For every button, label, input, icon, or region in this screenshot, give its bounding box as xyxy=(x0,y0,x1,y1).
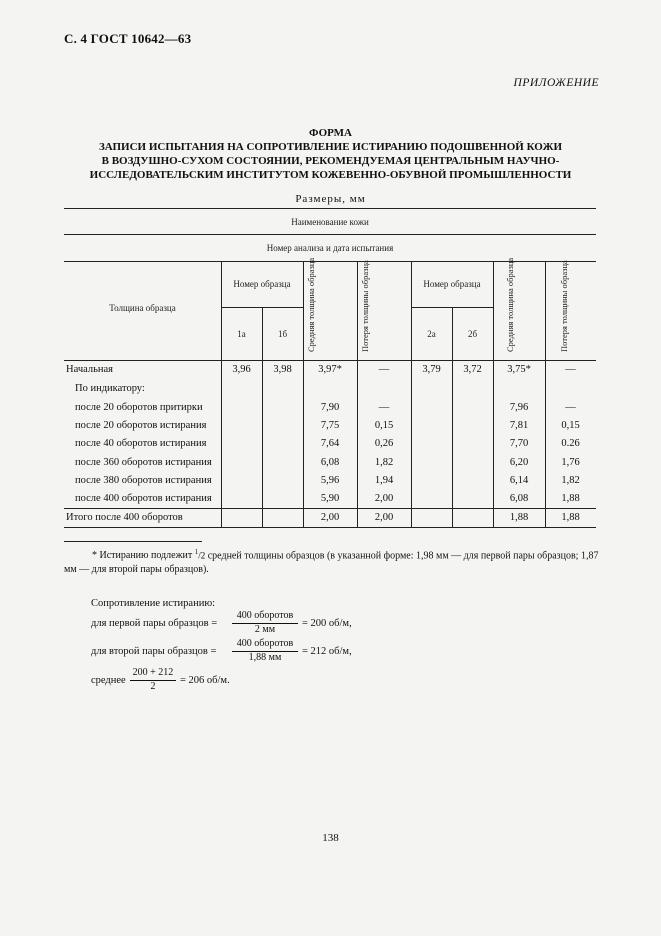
table-cell: 7,81 xyxy=(509,420,529,431)
table-cell: 0,15 xyxy=(561,420,580,431)
table-cell: 1,88 xyxy=(561,512,580,523)
table-rule xyxy=(64,234,596,235)
table-cell: 3,75* xyxy=(507,364,531,375)
footnote-rule xyxy=(64,541,202,542)
table-cell: 1,82 xyxy=(561,475,580,486)
sample-2a-header: 2а xyxy=(427,329,436,339)
table-cell: 1,88 xyxy=(509,512,529,523)
table-col-rule xyxy=(411,261,412,527)
table-cell: 7,75 xyxy=(320,420,340,431)
loss-header-1: Потеря толщины образца xyxy=(360,260,370,352)
table-cell: 1,82 xyxy=(374,457,394,468)
table-col-rule xyxy=(493,261,494,527)
table-cell: — xyxy=(565,364,576,375)
table-col-rule xyxy=(221,261,222,527)
table-cell: 0,15 xyxy=(374,420,394,431)
table-cell: — xyxy=(378,402,390,413)
average-label: среднее xyxy=(91,675,126,686)
table-cell: 1,88 xyxy=(561,493,580,504)
table-cell: 7,70 xyxy=(509,438,529,449)
first-pair-label: для первой пары образцов = xyxy=(91,618,218,629)
row-label: после 360 оборотов истирания xyxy=(75,457,212,468)
table-cell: 6,14 xyxy=(509,475,529,486)
table-col-rule xyxy=(262,307,263,527)
table-cell: 5,90 xyxy=(320,493,340,504)
second-pair-result: = 212 об/м, xyxy=(302,646,352,657)
footnote xyxy=(64,545,612,577)
second-pair-denominator: 1,88 мм xyxy=(248,652,282,663)
row-label: после 20 оборотов истирания xyxy=(75,420,207,431)
second-pair-label: для второй пары образцов = xyxy=(91,646,217,657)
first-pair-result: = 200 об/м, xyxy=(302,618,352,629)
table-col-rule xyxy=(545,261,546,527)
table-rule xyxy=(64,508,596,509)
avg-thickness-header-1: Средняя толщина образца xyxy=(306,257,316,352)
table-rule xyxy=(64,261,596,262)
table-cell: 3,97* xyxy=(318,364,342,375)
table-cell: 0.26 xyxy=(561,438,580,449)
footnote-fraction-numerator: 1 xyxy=(194,548,199,556)
sample-no-header-2: Номер образца xyxy=(423,279,481,289)
sample-2b-header: 2б xyxy=(467,329,478,339)
table-cell: 2,00 xyxy=(374,493,394,504)
first-pair-numerator: 400 оборотов xyxy=(236,610,294,621)
analysis-no-header: Номер анализа и дата испытания xyxy=(266,243,394,253)
table-rule-top xyxy=(64,208,596,209)
footnote-text-start: * Истиранию подлежит xyxy=(92,550,195,562)
row-label: Итого после 400 оборотов xyxy=(66,512,183,523)
row-label: после 380 оборотов истирания xyxy=(75,475,212,486)
table-cell: 6,08 xyxy=(320,457,340,468)
title-line-2: В ВОЗДУШНО-СУХОМ СОСТОЯНИИ, РЕКОМЕНДУЕМАЯ ЦЕНТРАЛЬНЫМ НАУЧНО- xyxy=(101,155,560,167)
table-cell: 0,26 xyxy=(374,438,394,449)
table-cell: 7,90 xyxy=(320,402,340,413)
table-cell: 1,94 xyxy=(374,475,394,486)
table-cell: 3,72 xyxy=(463,364,482,375)
footnote-fraction-denominator: /2 xyxy=(198,550,206,561)
table-cell: — xyxy=(565,402,576,413)
table-cell: 2,00 xyxy=(374,512,394,523)
avg-thickness-header-2: Средняя толщина образца xyxy=(505,257,515,352)
footnote-text-end: средней толщины образцов (в указанной форме: 1,98 мм — для первой пары образцов; 1,87 мм — для второй пары образцов). xyxy=(64,550,599,576)
appendix-label: ПРИЛОЖЕНИЕ xyxy=(513,77,599,89)
table-cell: 6,08 xyxy=(509,493,529,504)
title-line-3: ИССЛЕДОВАТЕЛЬСКИМ ИНСТИТУТОМ КОЖЕВЕННО-ОБУВНОЙ ПРОМЫШЛЕННОСТИ xyxy=(89,169,572,181)
row-label: Начальная xyxy=(66,364,113,375)
table-cell: — xyxy=(378,364,390,375)
row-label: после 400 оборотов истирания xyxy=(75,493,212,504)
document-code: С. 4 ГОСТ 10642—63 xyxy=(64,31,192,46)
table-cell: 1,76 xyxy=(561,457,580,468)
second-pair-numerator: 400 оборотов xyxy=(236,638,294,649)
units-caption: Размеры, мм xyxy=(295,193,366,205)
table-cell: 7,64 xyxy=(320,438,340,449)
page-number: 138 xyxy=(322,832,339,844)
table-col-rule xyxy=(452,307,453,527)
table-cell: 3,79 xyxy=(422,364,441,375)
table-col-rule xyxy=(357,261,358,527)
sample-1b-header: 1б xyxy=(277,329,288,339)
table-cell: 7,96 xyxy=(509,402,529,413)
resistance-heading: Сопротивление истиранию: xyxy=(91,598,216,609)
table-cell: 6,20 xyxy=(509,457,529,468)
table-rule-bottom xyxy=(64,527,596,528)
title-block xyxy=(40,126,621,182)
row-label: после 20 оборотов притирки xyxy=(75,402,203,413)
title-line-1: ЗАПИСИ ИСПЫТАНИЯ НА СОПРОТИВЛЕНИЕ ИСТИРАНИЮ ПОДОШВЕННОЙ КОЖИ xyxy=(98,141,563,153)
average-denominator: 2 xyxy=(150,681,156,692)
table-rule xyxy=(64,360,596,361)
table-cell: 3,96 xyxy=(232,364,251,375)
table-cell: 2,00 xyxy=(320,512,340,523)
table-col-rule xyxy=(303,261,304,527)
thickness-header: Толщина образца xyxy=(109,303,176,313)
average-numerator: 200 + 212 xyxy=(132,667,174,678)
table-cell: 5,96 xyxy=(320,475,340,486)
row-label: По индикатору: xyxy=(75,383,145,394)
row-label: после 40 оборотов истирания xyxy=(75,438,207,449)
average-result: = 206 об/м. xyxy=(180,675,230,686)
sample-no-header-1: Номер образца xyxy=(233,279,291,289)
sample-1a-header: 1а xyxy=(237,329,246,339)
first-pair-denominator: 2 мм xyxy=(254,624,276,635)
loss-header-2: Потеря толщины образца xyxy=(559,260,569,352)
leather-name-header: Наименование кожи xyxy=(291,217,369,227)
table-cell: 3,98 xyxy=(273,364,292,375)
form-title: ФОРМА xyxy=(309,127,352,139)
